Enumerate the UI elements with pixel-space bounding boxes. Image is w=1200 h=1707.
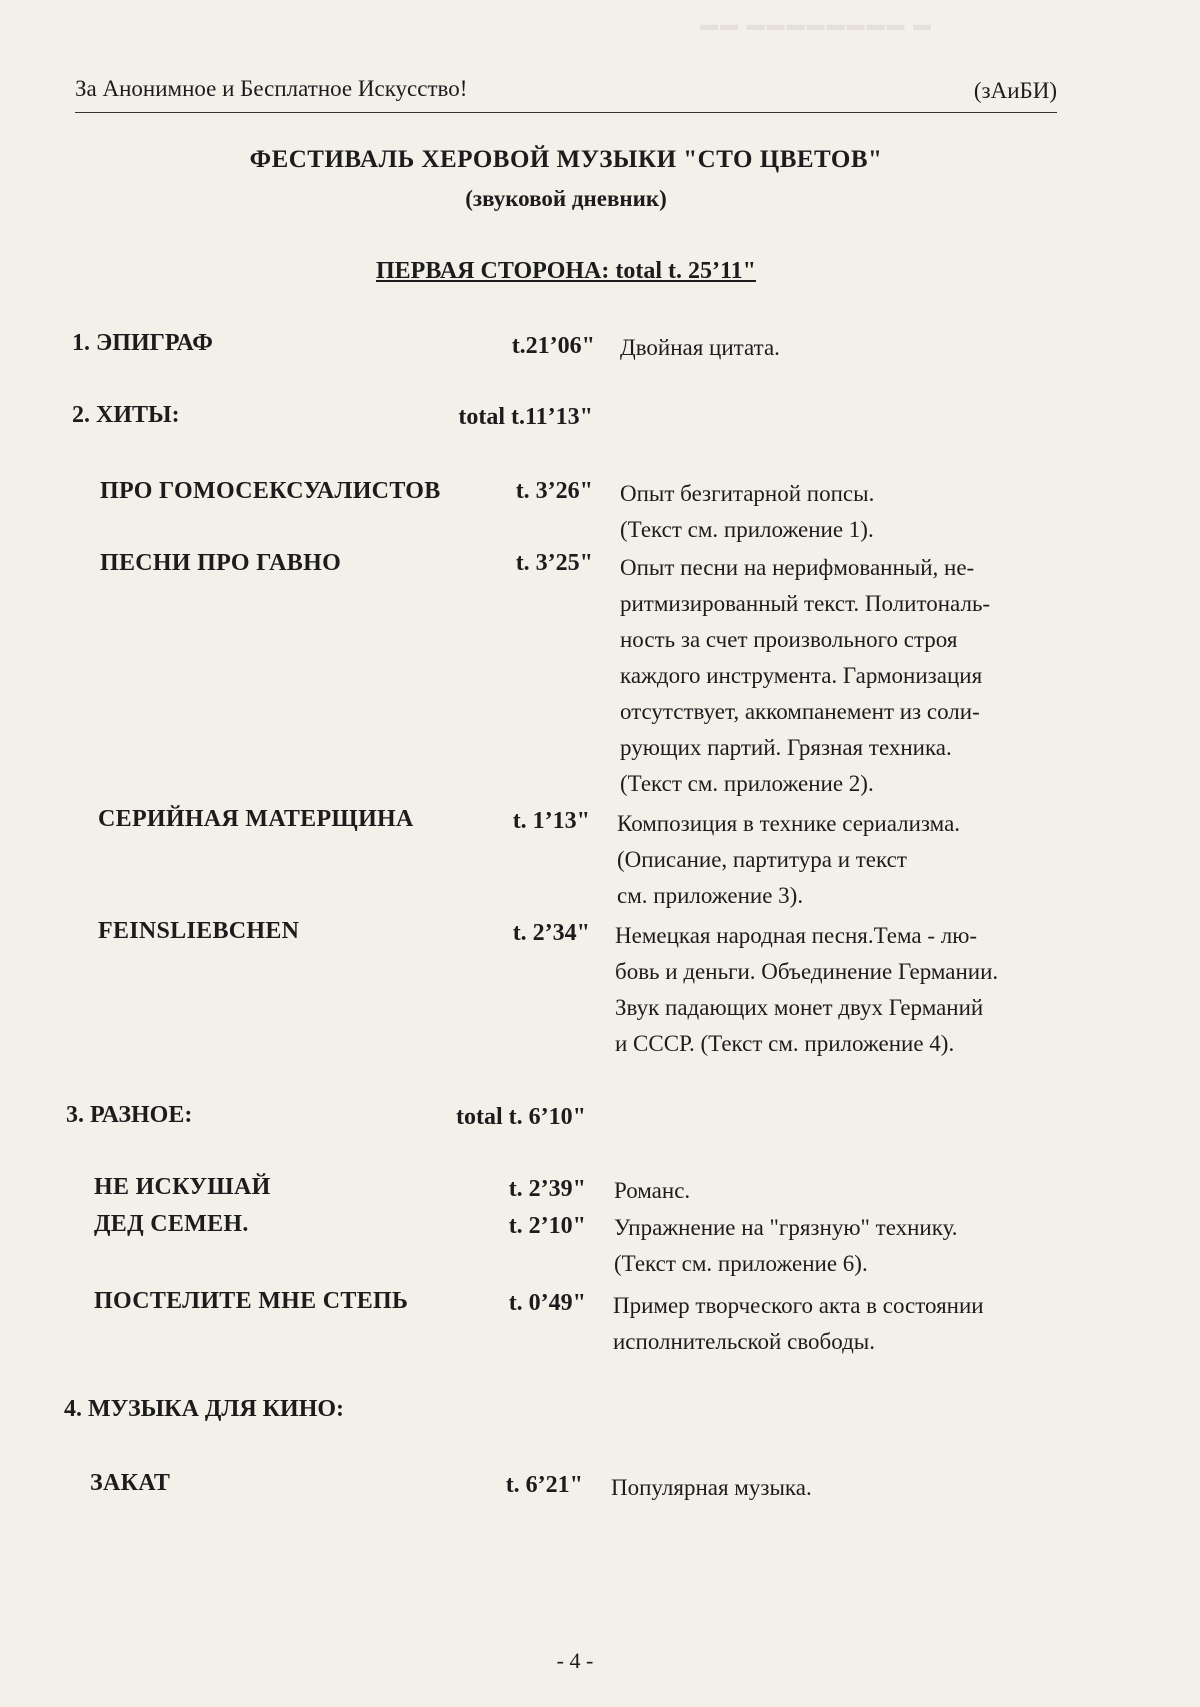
track-name: FEINSLIEBCHEN (98, 918, 300, 944)
track-time: t. 2’34" (512, 920, 590, 946)
section-3-label: 3. РАЗНОЕ: (66, 1102, 193, 1128)
track-description: Немецкая народная песня.Тема - лю- бовь и деньги. Объединение Германии. Звук падающих монет двух Германий и СССР. (Текст см. приложение 4). (615, 923, 999, 1056)
page-header (75, 72, 1057, 113)
track-time: t. 3’25" (515, 550, 593, 576)
track-time: t. 2’39" (508, 1176, 586, 1202)
track-description: Упражнение на "грязную" технику. (Текст см. приложение 6). (614, 1215, 958, 1276)
track-name: СЕРИЙНАЯ МАТЕРЩИНА (98, 806, 414, 832)
track-time: t. 1’13" (512, 808, 590, 834)
bleed-through-mark: ▬▬ ▬▬▬▬▬▬▬▬ ▬ (700, 14, 933, 34)
page-number: - 4 - (556, 1648, 594, 1673)
track-description: Популярная музыка. (611, 1475, 812, 1500)
track-time: t.21’06" (511, 333, 595, 359)
track-description: Пример творческого акта в состоянии исполнительской свободы. (613, 1293, 984, 1354)
section-3-total: total t. 6’10" (456, 1104, 586, 1130)
side-heading: ПЕРВАЯ СТОРОНА: total t. 25’11" (375, 258, 756, 284)
track-description: Композиция в технике сериализма. (Описание, партитура и текст см. приложение 3). (617, 811, 961, 908)
document-subtitle: (звуковой дневник) (465, 186, 667, 211)
header-abbreviation: (зАиБИ) (973, 78, 1057, 103)
track-description: Опыт безгитарной попсы. (Текст см. приложение 1). (620, 481, 875, 542)
track-time: t. 3’26" (515, 478, 593, 504)
track-time: t. 2’10" (508, 1213, 586, 1239)
section-1-label: 1. ЭПИГРАФ (72, 330, 213, 356)
section-4-label: 4. МУЗЫКА ДЛЯ КИНО: (64, 1396, 345, 1422)
track-description: Романс. (614, 1178, 691, 1203)
track-name: НЕ ИСКУШАЙ (94, 1174, 271, 1200)
track-description: Двойная цитата. (620, 335, 780, 360)
track-name: ПЕСНИ ПРО ГАВНО (100, 550, 342, 576)
header-slogan: За Анонимное и Бесплатное Искусство! (75, 76, 468, 101)
track-time: t. 6’21" (505, 1472, 583, 1498)
document-title: ФЕСТИВАЛЬ ХЕРОВОЙ МУЗЫКИ "СТО ЦВЕТОВ" (249, 146, 883, 173)
section-2-total: total t.11’13" (458, 404, 593, 430)
track-name: ЗАКАТ (90, 1470, 171, 1496)
section-2-label: 2. ХИТЫ: (72, 402, 180, 428)
track-description: Опыт песни на нерифмованный, не- ритмизированный текст. Политональ- ность за счет произвольного строя каждого инструмента. Гармонизация отсутствует, аккомпанемент из соли- рующих партий. Грязная техника. (Текст см. приложение 2). (620, 555, 991, 796)
track-name: ПРО ГОМОСЕКСУАЛИСТОВ (100, 478, 441, 504)
track-time: t. 0’49" (508, 1290, 586, 1316)
track-name: ПОСТЕЛИТЕ МНЕ СТЕПЬ (94, 1288, 409, 1314)
track-name: ДЕД СЕМЕН. (94, 1211, 249, 1237)
